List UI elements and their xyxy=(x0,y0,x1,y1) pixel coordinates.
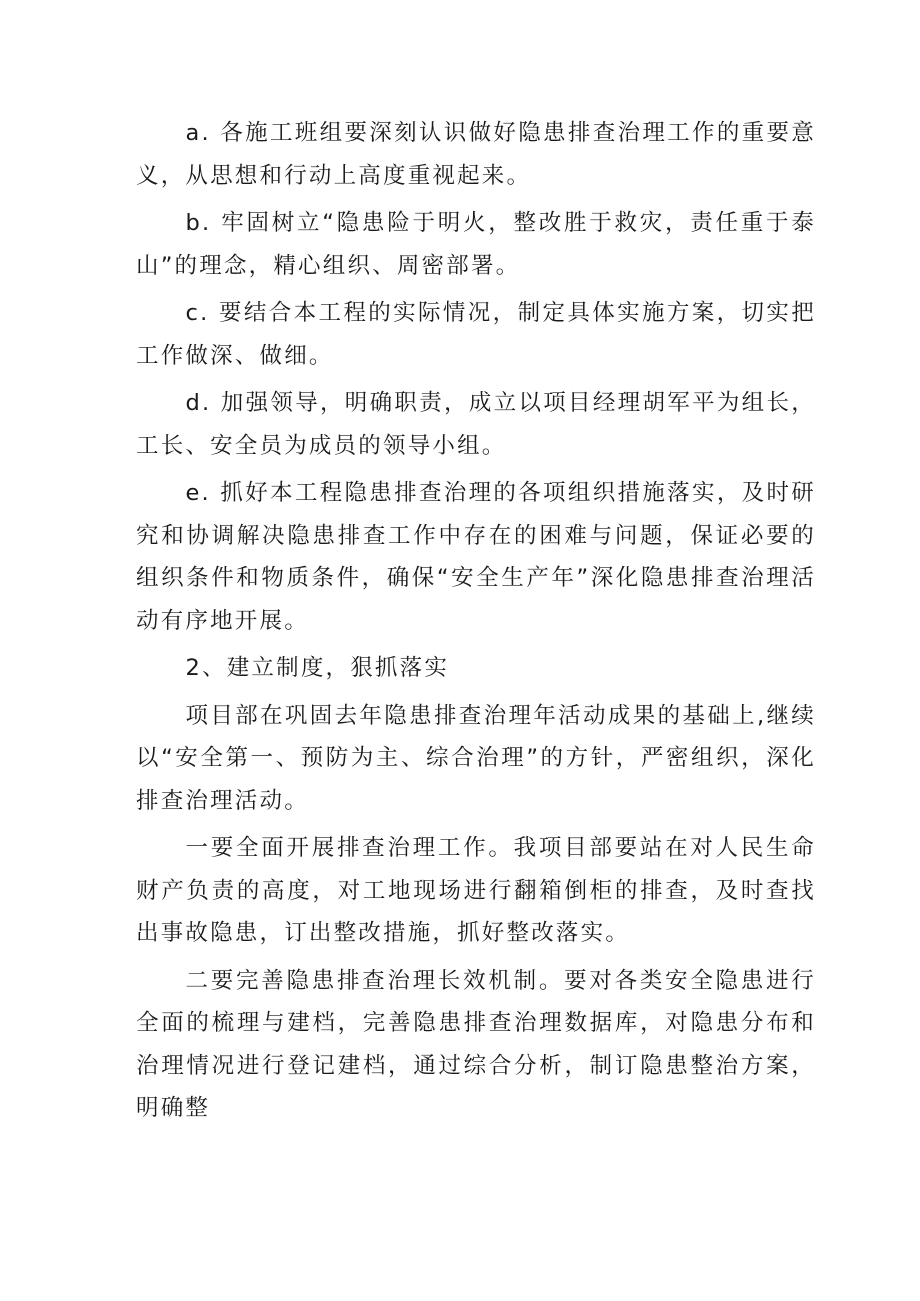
paragraph-project-dept: 项目部在巩固去年隐患排查治理年活动成果的基础上,继续以“安全第一、预防为主、综合治理”的方针，严密组织，深化排查治理活动。 xyxy=(136,702,816,814)
paragraph-c: c. 要结合本工程的实际情况，制定具体实施方案，切实把工作做深、做细。 xyxy=(136,300,816,369)
section-heading-2: 2、建立制度，狠抓落实 xyxy=(185,655,450,681)
paragraph-a: a. 各施工班组要深刻认识做好隐患排查治理工作的重要意义，从思想和行动上高度重视起来。 xyxy=(136,120,816,189)
paragraph-e: e. 抓好本工程隐患排查治理的各项组织措施落实，及时研究和协调解决隐患排查工作中存在的困难与问题，保证必要的组织条件和物质条件，确保“安全生产年”深化隐患排查治理活动有序地开展。 xyxy=(136,480,816,634)
document-body xyxy=(136,112,816,1135)
paragraph-first-requirement: 一要全面开展排查治理工作。我项目部要站在对人民生命财产负责的高度，对工地现场进行翻箱倒柜的排查，及时查找出事故隐患，订出整改措施，抓好整改落实。 xyxy=(136,835,816,946)
paragraph-d: d. 加强领导，明确职责，成立以项目经理胡军平为组长，工长、安全员为成员的领导小组。 xyxy=(136,390,816,459)
paragraph-b: b. 牢固树立“隐患险于明火，整改胜于救灾，责任重于泰山”的理念，精心组织、周密部署。 xyxy=(136,210,816,279)
paragraph-second-requirement: 二要完善隐患排查治理长效机制。要对各类安全隐患进行全面的梳理与建档，完善隐患排查治理数据库，对隐患分布和治理情况进行登记建档，通过综合分析，制订隐患整治方案，明确整 xyxy=(136,967,816,1121)
